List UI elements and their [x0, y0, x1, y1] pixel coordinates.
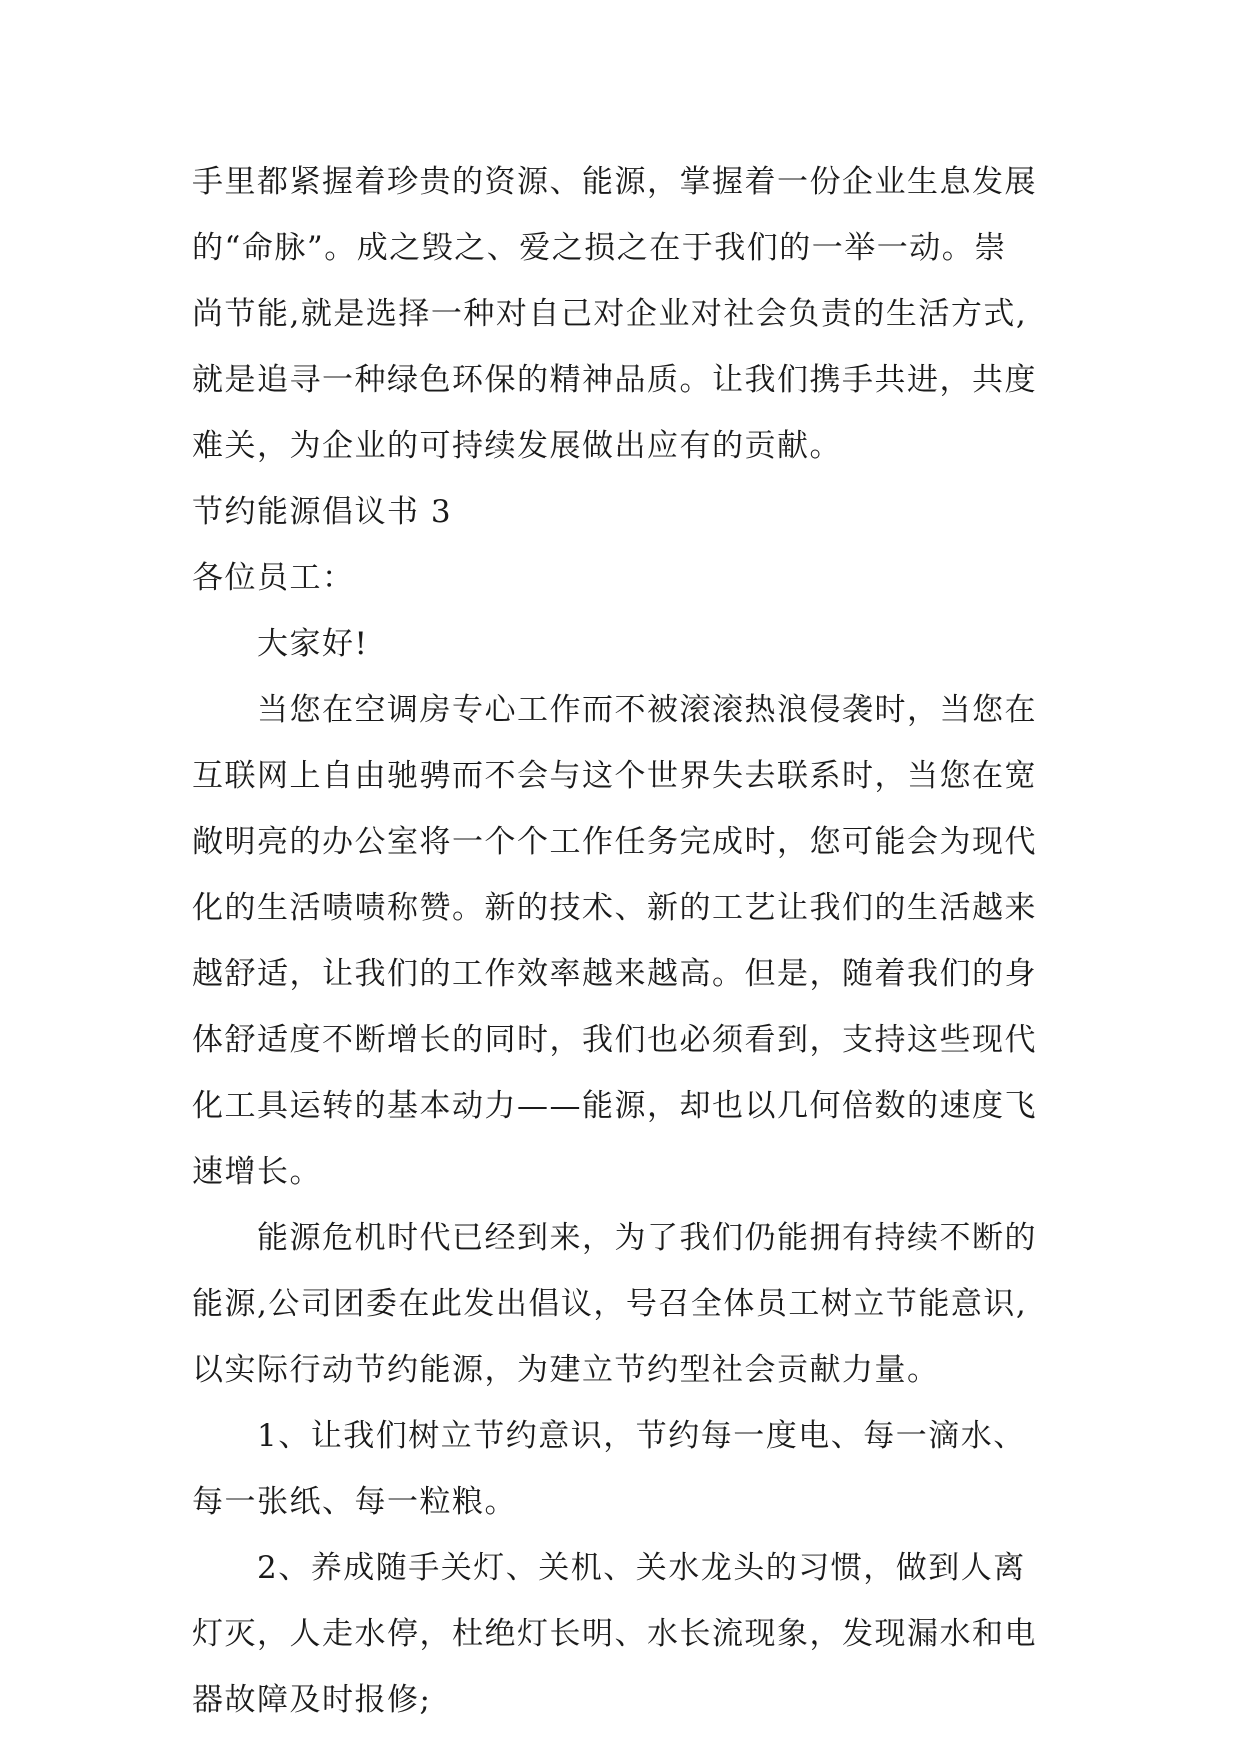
- paragraph-line: 化的生活啧啧称赞。新的技术、新的工艺让我们的生活越来: [192, 890, 1037, 926]
- paragraph-line: 能源,公司团委在此发出倡议，号召全体员工树立节能意识,: [192, 1286, 1028, 1322]
- paragraph-line: 尚节能,就是选择一种对自己对企业对社会负责的生活方式,: [192, 296, 1028, 332]
- paragraph-line: 以实际行动节约能源，为建立节约型社会贡献力量。: [192, 1352, 940, 1388]
- paragraph-line: 能源危机时代已经到来，为了我们仍能拥有持续不断的: [257, 1220, 1037, 1256]
- list-item-2: 2、养成随手关灯、关机、关水龙头的习惯，做到人离: [257, 1550, 1026, 1586]
- section-title: 节约能源倡议书 3: [192, 494, 453, 530]
- paragraph-line: 越舒适，让我们的工作效率越来越高。但是，随着我们的身: [192, 956, 1037, 992]
- greeting: 大家好!: [257, 626, 369, 662]
- list-item-1-cont: 每一张纸、每一粒粮。: [192, 1484, 517, 1520]
- salutation: 各位员工：: [192, 560, 355, 596]
- paragraph-line: 手里都紧握着珍贵的资源、能源，掌握着一份企业生息发展: [192, 164, 1037, 200]
- list-item-1: 1、让我们树立节约意识，节约每一度电、每一滴水、: [257, 1418, 1026, 1454]
- paragraph-line: 互联网上自由驰骋而不会与这个世界失去联系时，当您在宽: [192, 758, 1037, 794]
- paragraph-line: 敞明亮的办公室将一个个工作任务完成时，您可能会为现代: [192, 824, 1037, 860]
- paragraph-line: 速增长。: [192, 1154, 322, 1190]
- paragraph-line: 难关，为企业的可持续发展做出应有的贡献。: [192, 428, 842, 464]
- paragraph-line: 就是追寻一种绿色环保的精神品质。让我们携手共进，共度: [192, 362, 1037, 398]
- list-item-2-cont: 灯灭，人走水停，杜绝灯长明、水长流现象，发现漏水和电: [192, 1616, 1037, 1652]
- paragraph-line: 的“命脉”。成之毁之、爱之损之在于我们的一举一动。崇: [192, 230, 1007, 266]
- list-item-2-cont: 器故障及时报修;: [192, 1682, 432, 1718]
- paragraph-line: 化工具运转的基本动力——能源，却也以几何倍数的速度飞: [192, 1088, 1037, 1124]
- paragraph-line: 当您在空调房专心工作而不被滚滚热浪侵袭时，当您在: [257, 692, 1037, 728]
- paragraph-line: 体舒适度不断增长的同时，我们也必须看到，支持这些现代: [192, 1022, 1037, 1058]
